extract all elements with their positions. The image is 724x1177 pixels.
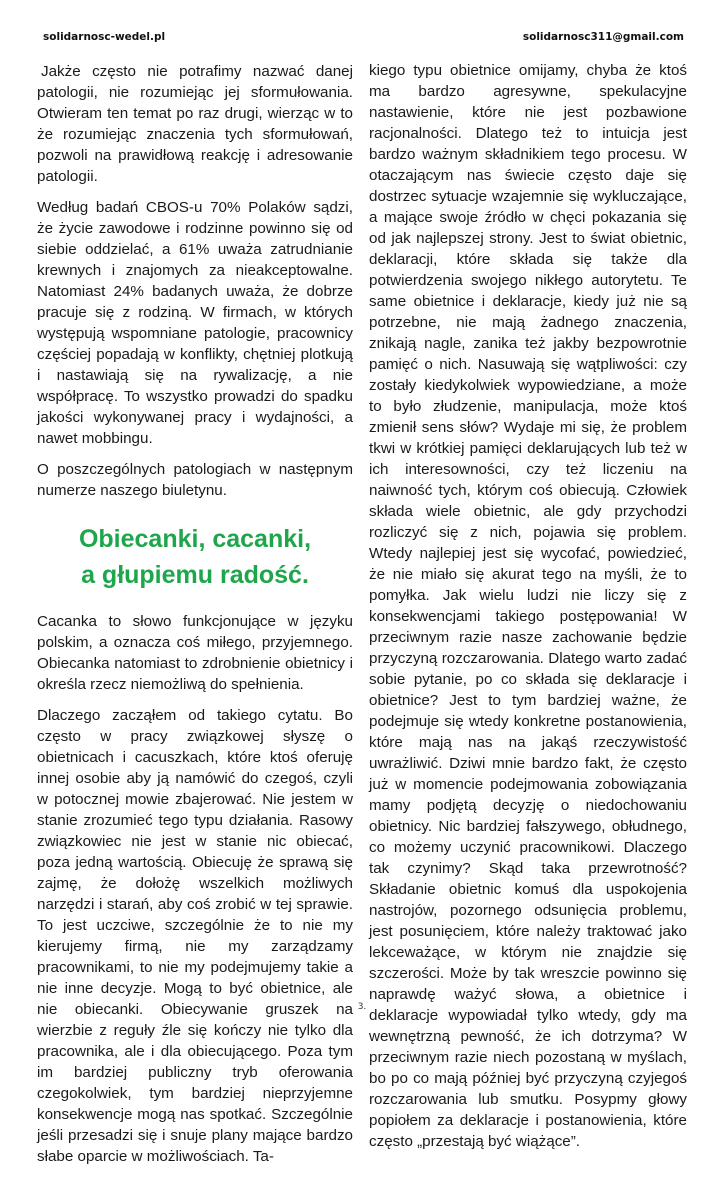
header-email: solidarnosc311@gmail.com (522, 31, 684, 43)
article-heading-line-2: a głupiemu radość. (81, 561, 309, 589)
intro-paragraph: Jakże często nie potrafimy nazwać danej patologii, nie rozumiejąc jej sformułowania. Otwieram ten temat po raz drugi, wierząc w to że rozumiejąc znaczenia tych sformułowań, pozwoli na prawidłową reakcję i adresowanie patologii. (37, 63, 353, 185)
header-website: solidarnosc-wedel.pl (43, 31, 166, 43)
cacanka-definition-paragraph: Cacanka to słowo funkcjonujące w języku polskim, a oznacza coś miłego, przyjemnego. Obiecanka natomiast to zdrobnienie obietnicy i określa rzecz niemożliwą do spełnienia. (37, 613, 353, 693)
article-body-paragraph: Dlaczego zacząłem od takiego cytatu. Bo często w pracy związkowej słyszę o obietnicach i cacuszkach, które ktoś oferuję innej osobie aby ją namówić do czegoś, czyli w potocznej mowie zbajerować. Nie jestem w stanie zrozumieć tego typu działania. Rasowy związkowiec nie jest w stanie nic obiecać, poza jedną wartością. Obiecuję że sprawą się zajmę, że dołożę wszelkich możliwych narzędzi i starań, aby coś zrobić w tej sprawie. To jest uczciwe, szczególnie że to nie my kierujemy firmą, nie my zarządzamy pracownikami, to nie my podejmujemy takie a nie inne decyzje. Mogą to być obietnice, ale nie obiecanki. Obiecywanie gruszek na wierzbie z reguły źle się kończy nie tylko dla pracownika, ale i dla obiecującego. Poza tym im bardziej publiczny tryb oferowania czegokolwiek, tym bardziej nieprzyjemne konsekwencje mogą nas spotkać. Szczególnie jeśli przesadzi się i snuje plany mające bardzo słabe oparcie w możliwościach. Ta- (37, 707, 353, 1165)
cbos-paragraph: Według badań CBOS-u 70% Polaków sądzi, że życie zawodowe i rodzinne powinno się od siebie oddzielać, a 61% uważa zatrudnianie krewnych i znajomych za nieakceptowalne. Natomiast 24% badanych uważa, że dobrze pracuje się z rodziną. W firmach, w których występują wspomniane patologie, pracownicy częściej popadają w konflikty, chętniej plotkują i nastawiają się na rywalizację, a nie współpracę. To wszystko prowadzi do spadku jakości wykonywanej pracy i wydajności, a nawet mobbingu. (37, 199, 353, 447)
page-number: 3. (357, 1002, 367, 1012)
next-issue-paragraph: O poszczególnych patologiach w następnym numerze naszego biuletynu. (37, 461, 353, 499)
right-column (369, 60, 687, 1162)
article-heading-line-1: Obiecanki, cacanki, (78, 525, 312, 553)
article-continuation-paragraph: kiego typu obietnice omijamy, chyba że ktoś ma bardzo agresywne, spekulacyjne nastawienie, które nie jest pozbawione racjonalności. Dlatego też to intuicja jest bardzo ważnym składnikiem tego procesu. W otaczającym nas świecie często daje się dostrzec sytuacje wzajemnie się wykluczające, a mające swoje źródło w chęci pokazania się od jak najlepszej strony. Jest to świat obietnic, deklaracji, które składa się także dla potwierdzenia swojego nikłego autorytetu. Te same obietnice i deklaracje, kiedy już nie są potrzebne, nie mają żadnego znaczenia, znikają nagle, zanika też jakby bezpowrotnie pamięć o nich. Nasuwają się wątpliwości: czy zostały kiedykolwiek wypowiedziane, a może to było złudzenie, manipulacja, może ktoś zmienił sens słów? Wydaje mi się, że problem tkwi w krótkiej pamięci deklarujących lub też w ich interesowności, czy też liczeniu na naiwność tych, którym coś obiecują. Człowiek składa wiele obietnic, ale gdy przychodzi rozliczyć się z nich, pojawia się problem. Wtedy najlepiej jest się wycofać, powiedzieć, że nie miało się akurat tego na myśli, że to pomyłka. Jak wielu ludzi nie liczy się z konsekwencjami takiego postępowania! W przeciwnym razie nasze zachowanie będzie przyczyną rozczarowania. Dlatego warto zadać sobie pytanie, po co składa się deklaracje i obietnice? Jest to tym bardziej ważne, że podejmuje się wtedy konkretne postanowienia, które mają nas na jakąś rzeczywistość uwrażliwić. Dziwi mnie bardzo fakt, że często już w momencie podejmowania zobowiązania mamy podjętą decyzję o niedochowaniu obietnicy. Nic bardziej fałszywego, obłudnego, co możemy uczynić pracownikowi. Dlaczego tak czynimy? Skąd taka przewrotność? Składanie obietnic komuś dla uspokojenia nastrojów, pozornego odsunięcia problemu, jest posunięciem, które należy traktować jako lekceważące, w którym nie znajdzie się szczerości. Może by tak wreszcie powinno się naprawdę ważyć słowa, a obietnice i deklaracje wypowiadał tylko wtedy, gdy ma wewnętrzną pewność, że ich dotrzyma? W przeciwnym razie niech pozostaną w myślach, bo po co mają później być przyczyną czyjegoś rozczarowania lub smutku. Posypmy głowy popiołem za deklaracje i postanowienia, które często „przestają być wiążące”. (369, 62, 687, 1150)
article-heading (37, 521, 353, 593)
page-header (0, 31, 724, 47)
